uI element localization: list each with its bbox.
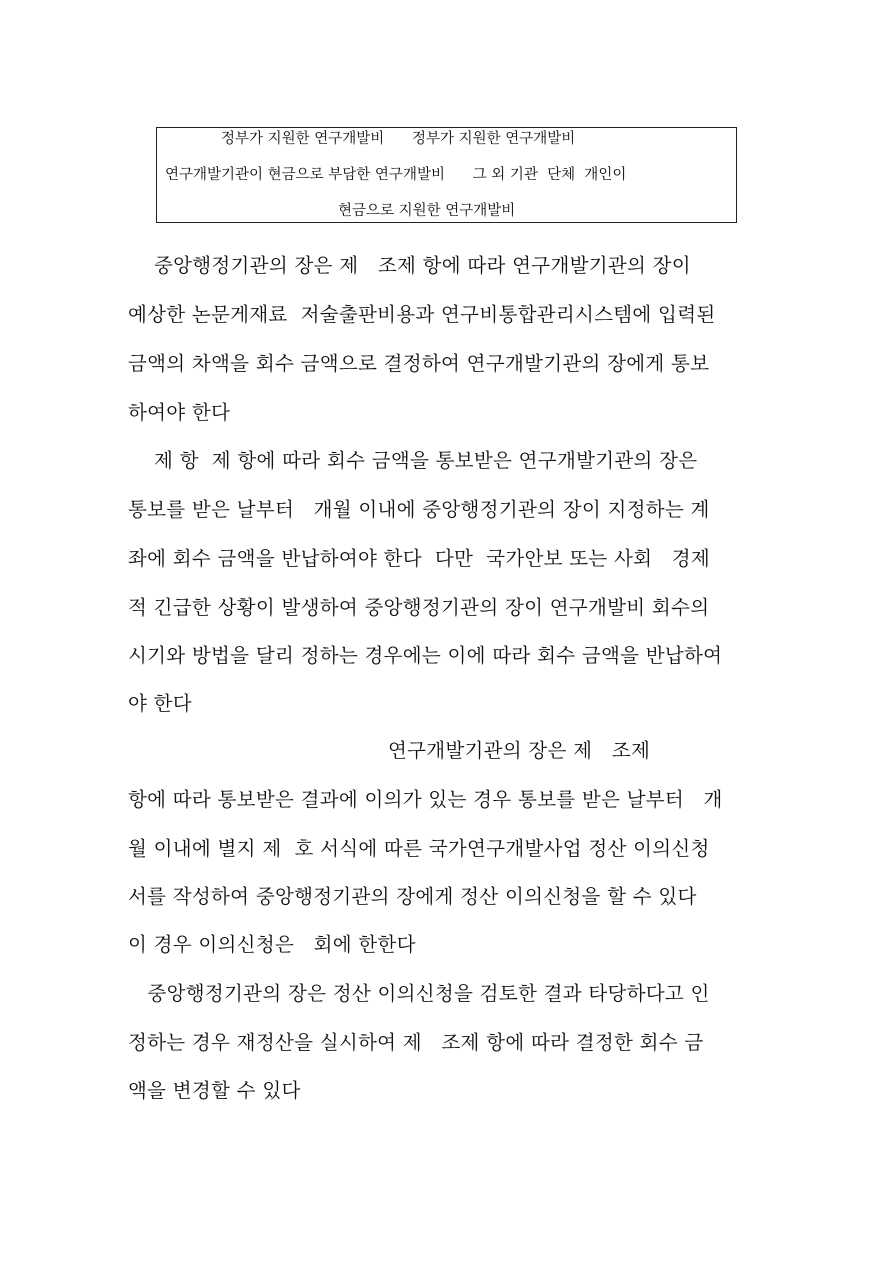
text-line: 연구개발기관의 장은 제 조제 bbox=[128, 739, 651, 762]
text-line: 중앙행정기관의 장은 제 조제 항에 따라 연구개발기관의 장이 bbox=[128, 254, 691, 277]
text-line: 이 경우 이의신청은 회에 한한다 bbox=[128, 933, 416, 956]
text-line: 정하는 경우 재정산을 실시하여 제 조제 항에 따라 결정한 회수 금 bbox=[128, 1031, 704, 1054]
text-line: 통보를 받은 날부터 개월 이내에 중앙행정기관의 장이 지정하는 계 bbox=[128, 498, 710, 521]
formula-line: 연구개발기관이 현금으로 부담한 연구개발비 그 외 기관 단체 개인이 bbox=[165, 167, 627, 183]
text-line: 월 이내에 별지 제 호 서식에 따른 국가연구개발사업 정산 이의신청 bbox=[128, 837, 710, 860]
text-line: 제 항 제 항에 따라 회수 금액을 통보받은 연구개발기관의 장은 bbox=[128, 449, 698, 472]
formula-line: 현금으로 지원한 연구개발비 bbox=[338, 203, 516, 219]
text-line: 액을 변경할 수 있다 bbox=[128, 1079, 301, 1102]
text-line: 예상한 논문게재료 저술출판비용과 연구비통합관리시스템에 입력된 bbox=[128, 303, 716, 326]
text-line: 좌에 회수 금액을 반납하여야 한다 다만 국가안보 또는 사회 경제 bbox=[128, 547, 711, 570]
text-line: 시기와 방법을 달리 정하는 경우에는 이에 따라 회수 금액을 반납하여 bbox=[128, 644, 723, 667]
text-line: 중앙행정기관의 장은 정산 이의신청을 검토한 결과 타당하다고 인 bbox=[128, 982, 710, 1005]
text-line: 하여야 한다 bbox=[128, 401, 231, 424]
text-line: 적 긴급한 상황이 발생하여 중앙행정기관의 장이 연구개발비 회수의 bbox=[128, 596, 710, 619]
formula-box bbox=[156, 127, 737, 223]
text-line: 금액의 차액을 회수 금액으로 결정하여 연구개발기관의 장에게 통보 bbox=[128, 352, 710, 375]
text-line: 항에 따라 통보받은 결과에 이의가 있는 경우 통보를 받은 날부터 개 bbox=[128, 788, 723, 811]
formula-line: 정부가 지원한 연구개발비 정부가 지원한 연구개발비 bbox=[221, 131, 576, 147]
text-line: 서를 작성하여 중앙행정기관의 장에게 정산 이의신청을 할 수 있다 bbox=[128, 885, 697, 908]
text-line: 야 한다 bbox=[128, 692, 192, 715]
